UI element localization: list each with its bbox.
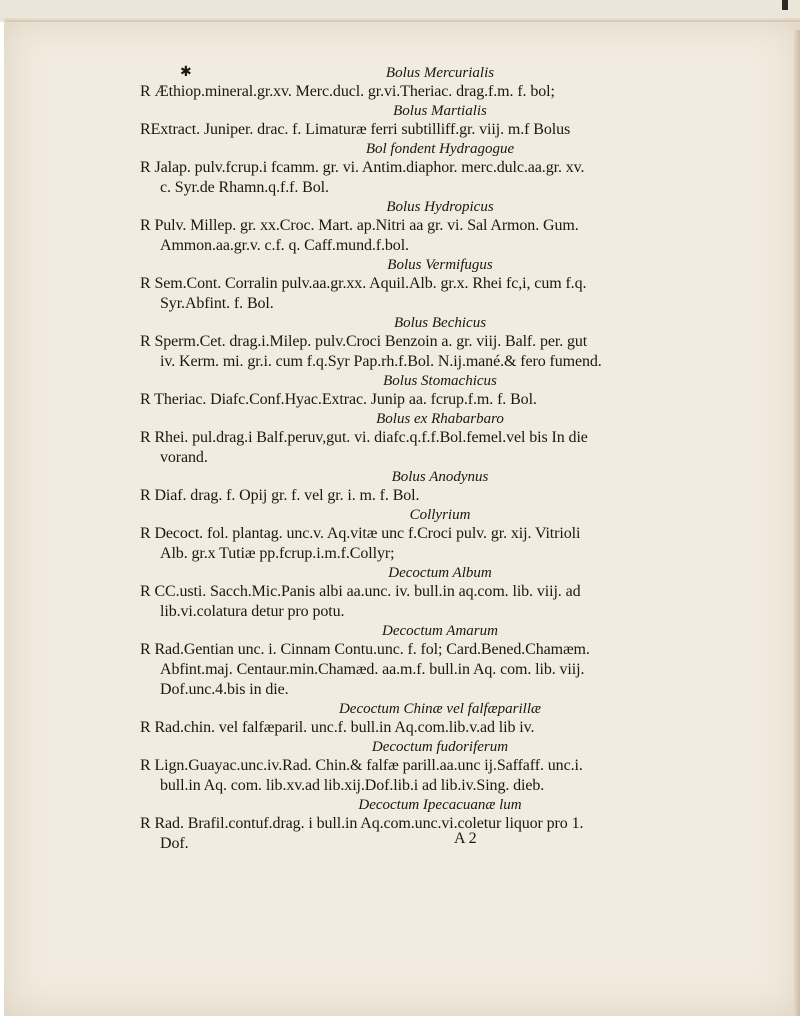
recipe-line: R Rad. Brafil.contuf.drag. i bull.in Aq.com.unc.vi.coletur liquor pro 1. — [140, 815, 584, 832]
recipe-heading: Decoctum fudoriferum — [371, 739, 509, 755]
recipe-line: Alb. gr.x Tutiæ pp.fcrup.i.m.f.Collyr; — [160, 545, 395, 562]
recipe-line: R Sem.Cont. Corralin pulv.aa.gr.xx. Aquil.Alb. gr.x. Rhei fc,i, cum f.q. — [140, 275, 587, 292]
recipe-heading: Bolus Anodynus — [391, 469, 489, 485]
recipe-line: R Rad.Gentian unc. i. Cinnam Contu.unc. f. fol; Card.Bened.Chamæm. — [140, 641, 590, 658]
recipe-line: R CC.usti. Sacch.Mic.Panis albi aa.unc. iv. bull.in aq.com. lib. viij. ad — [140, 583, 581, 600]
recipe-line: R Diaf. drag. f. Opij gr. f. vel gr. i. m. f. Bol. — [140, 487, 420, 504]
recipe-heading: Bol fondent Hydragogue — [365, 141, 515, 157]
recipe-heading: Decoctum Ipecacuanæ lum — [358, 797, 522, 813]
recipe-heading: Bolus Bechicus — [393, 315, 487, 331]
recipe-heading: Bolus Vermifugus — [387, 257, 493, 273]
recipe-line: R Jalap. pulv.fcrup.i fcamm. gr. vi. Antim.diaphor. merc.dulc.aa.gr. xv. — [140, 159, 585, 176]
recipe-line: bull.in Aq. com. lib.xv.ad lib.xij.Dof.lib.i ad lib.iv.Sing. dieb. — [160, 777, 545, 794]
recipe-line: Abfint.maj. Centaur.min.Chamæd. aa.m.f. bull.in Aq. com. lib. viij. — [160, 661, 585, 678]
recipe-heading: Decoctum Chinæ vel falfæparillæ — [338, 701, 542, 717]
recipe-block — [140, 506, 740, 564]
recipe-line: Dof. — [160, 835, 189, 852]
recipe-line: R Lign.Guayac.unc.iv.Rad. Chin.& falfæ parill.aa.unc ij.Saffaff. unc.i. — [140, 757, 583, 774]
page-top-edge — [6, 20, 800, 22]
recipe-line: R Sperm.Cet. drag.i.Milep. pulv.Croci Benzoin a. gr. viij. Balf. per. gut — [140, 333, 588, 350]
recipe-block — [140, 256, 740, 314]
recipe-line: R Decoct. fol. plantag. unc.v. Aq.vitæ unc f.Croci pulv. gr. xij. Vitrioli — [140, 525, 581, 542]
page-right-edge — [794, 30, 800, 1016]
recipe-block — [140, 796, 740, 854]
recipe-line: RExtract. Juniper. drac. f. Limaturæ ferri subtilliff.gr. viij. m.f Bolus — [140, 121, 571, 138]
recipe-block — [140, 198, 740, 256]
recipe-heading: Bolus Stomachicus — [383, 373, 497, 389]
recipe-line: Ammon.aa.gr.v. c.f. q. Caff.mund.f.bol. — [160, 237, 409, 254]
recipe-list — [140, 64, 740, 854]
recipe-heading: Collyrium — [409, 507, 471, 523]
recipe-heading: Decoctum Album — [388, 565, 492, 581]
recipe-line: lib.vi.colatura detur pro potu. — [160, 603, 345, 620]
recipe-block — [140, 410, 740, 468]
recipe-block — [140, 372, 740, 410]
recipe-line: iv. Kerm. mi. gr.i. cum f.q.Syr Pap.rh.f.Bol. N.ij.mané.& fero fumend. — [160, 353, 602, 370]
recipe-line: Dof.unc.4.bis in die. — [160, 681, 289, 698]
recipe-block — [140, 622, 740, 700]
scan-edge-mark — [782, 0, 788, 10]
recipe-block — [140, 314, 740, 372]
recipe-line: R Pulv. Millep. gr. xx.Croc. Mart. ap.Nitri aa gr. vi. Sal Armon. Gum. — [140, 217, 579, 234]
recipe-line: R Æthiop.mineral.gr.xv. Merc.ducl. gr.vi.Theriac. drag.f.m. f. bol; — [140, 83, 555, 100]
recipe-line: c. Syr.de Rhamn.q.f.f. Bol. — [160, 179, 329, 196]
recipe-line: R Rhei. pul.drag.i Balf.peruv,gut. vi. diafc.q.f.f.Bol.femel.vel bis In die — [140, 429, 588, 446]
recipe-block — [140, 564, 740, 622]
recipe-line: R Rad.chin. vel falfæparil. unc.f. bull.in Aq.com.lib.v.ad lib iv. — [140, 719, 535, 736]
recipe-heading: Bolus Martialis — [393, 103, 487, 119]
recipe-heading: Bolus Mercurialis — [385, 65, 495, 81]
recipe-line: R Theriac. Diafc.Conf.Hyac.Extrac. Junip aa. fcrup.f.m. f. Bol. — [140, 391, 537, 408]
ornament-marker: ✱ — [180, 64, 192, 80]
page-number: A 2 — [454, 830, 477, 847]
recipe-heading: Bolus ex Rhabarbaro — [376, 411, 504, 427]
recipe-block — [140, 738, 740, 796]
recipe-heading: Decoctum Amarum — [382, 623, 498, 639]
recipe-heading: Bolus Hydropicus — [386, 199, 494, 215]
recipe-block — [140, 64, 740, 102]
recipe-block — [140, 140, 740, 198]
recipe-line: vorand. — [160, 449, 208, 466]
recipe-block — [140, 102, 740, 140]
recipe-block — [140, 468, 740, 506]
recipe-line: Syr.Abfint. f. Bol. — [160, 295, 274, 312]
recipe-block — [140, 700, 740, 738]
